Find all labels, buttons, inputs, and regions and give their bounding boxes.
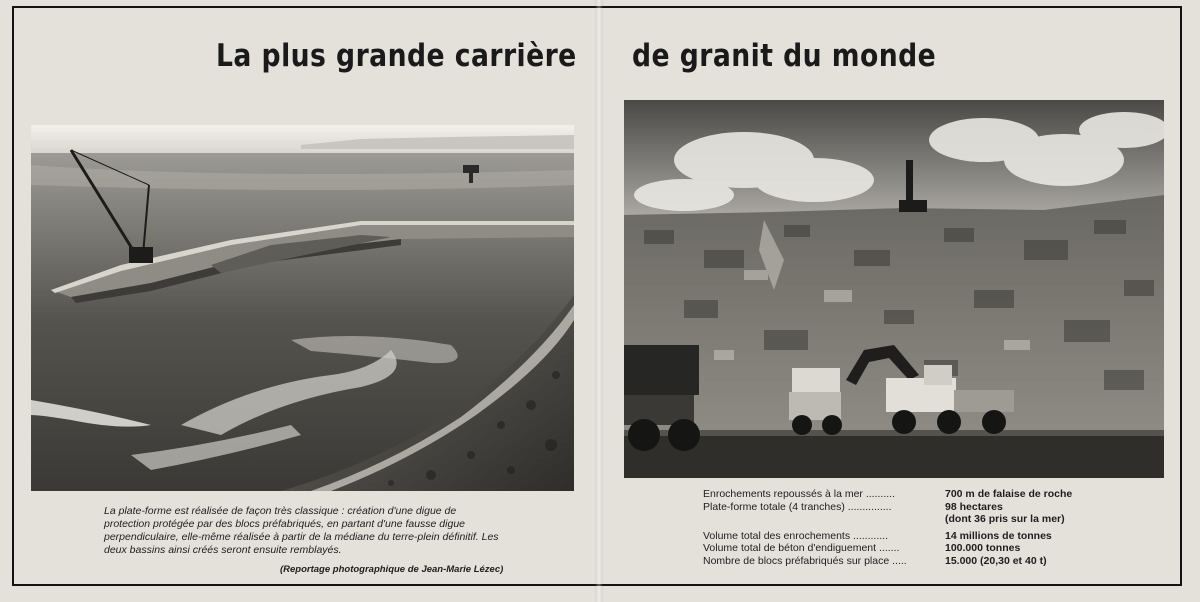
page-fold	[595, 0, 603, 602]
fact-label: Volume total de béton d'endiguement .......	[703, 542, 900, 555]
headline-right: de granit du monde	[632, 38, 937, 74]
fact-value: 14 millions de tonnes	[945, 529, 1052, 542]
fact-row	[703, 555, 1083, 568]
fact-label: Nombre de blocs préfabriqués sur place .....	[703, 554, 907, 567]
fact-row	[703, 488, 1083, 501]
fact-value-note: (dont 36 pris sur la mer)	[945, 513, 1065, 526]
fact-row	[703, 530, 1083, 543]
fact-label: Enrochements repoussés à la mer ..........	[703, 488, 896, 500]
fact-label: Plate-forme totale (4 tranches) ...............	[703, 500, 892, 513]
fact-row	[703, 542, 1083, 555]
photo-caption: La plate-forme est réalisée de façon très classique : création d'une digue de protection protégée par des blocs préfabriqués, en partant d'une fausse digue perpendiculaire, elle-même réalisée à partir de la médiane du terre-plein définitif. Les deux bassins ainsi créés seront ensuite remblayés.	[104, 505, 499, 556]
sea-dike-construction-photo	[31, 125, 574, 491]
granite-quarry-photo	[624, 100, 1164, 478]
facts-table	[703, 488, 1083, 568]
fact-value: 98 hectares	[945, 500, 1003, 513]
photo-credit: (Reportage photographique de Jean-Marie Lézec)	[280, 564, 504, 575]
fact-value: 15.000 (20,30 et 40 t)	[945, 554, 1047, 567]
fact-value: 700 m de falaise de roche	[945, 488, 1073, 500]
fact-value: 100.000 tonnes	[945, 542, 1021, 555]
fact-row	[703, 501, 1083, 514]
fact-label: Volume total des enrochements ............	[703, 529, 889, 542]
headline-left: La plus grande carrière	[216, 38, 577, 74]
